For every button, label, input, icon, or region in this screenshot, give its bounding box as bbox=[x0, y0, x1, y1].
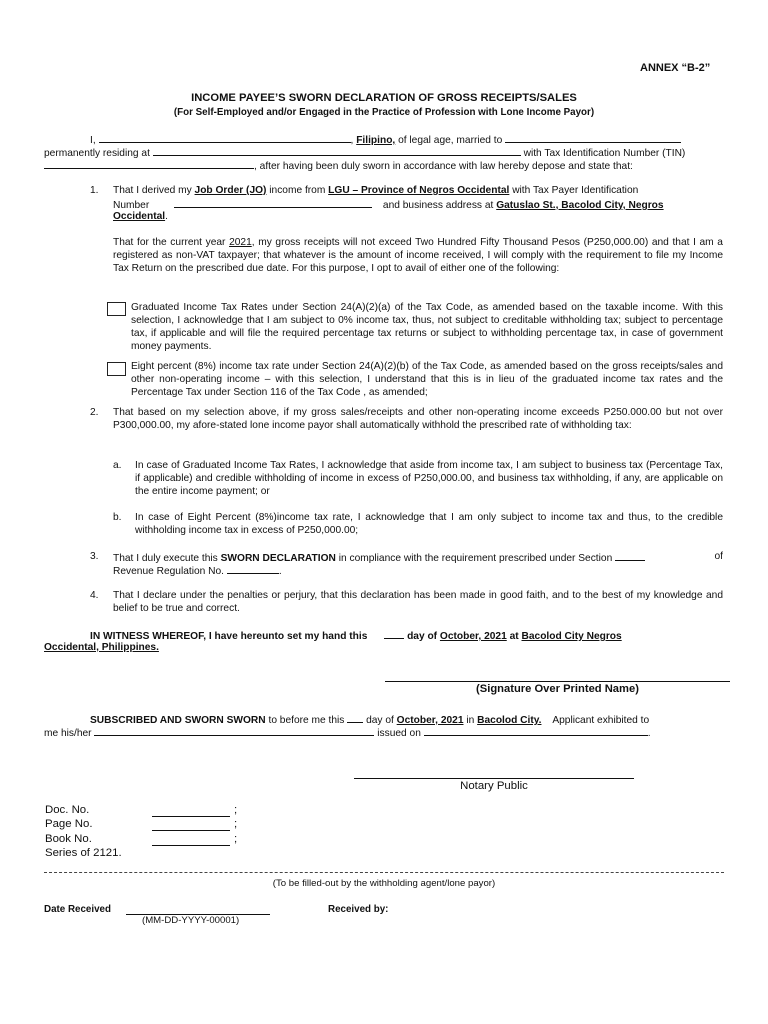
series-label: Series of 2121. bbox=[45, 847, 122, 859]
signature-line[interactable] bbox=[385, 681, 730, 682]
name-blank[interactable] bbox=[99, 132, 351, 143]
item-3-sworn-declaration: SWORN DECLARATION bbox=[220, 553, 336, 564]
date-format-hint: (MM-DD-YYYY-00001) bbox=[142, 915, 240, 926]
doc-no-semicolon: ; bbox=[234, 804, 238, 816]
document-title: INCOME PAYEE’S SWORN DECLARATION OF GROSS RECEIPTS/SALES bbox=[191, 92, 577, 104]
intro-line-1: I, , Filipino, of legal age, married to bbox=[90, 132, 730, 147]
subscribed-text-b: Applicant exhibited to bbox=[552, 715, 650, 726]
item-1-period: . bbox=[165, 211, 168, 222]
spouse-blank[interactable] bbox=[505, 132, 681, 143]
annex-label: ANNEX “B-2” bbox=[640, 62, 711, 74]
section-blank[interactable] bbox=[615, 550, 645, 561]
intro-sworn: , after having been duly sworn in accordance with law hereby depose and state that: bbox=[254, 161, 633, 172]
subscribed-issued-on: issued on bbox=[377, 728, 421, 739]
subscribed-end: . bbox=[647, 728, 651, 739]
page-no-blank[interactable] bbox=[152, 830, 230, 831]
option-graduated-checkbox[interactable] bbox=[107, 302, 126, 316]
option-graduated-text: Graduated Income Tax Rates under Section 24(A)(2)(a) of the Tax Code, as amended based on the taxable income. With this selection, I acknowledge that I am subject to 0% income tax, thus, not subject to creditable withholding tax; subject to percentage tax, if applicable and will file the required percentage tax returns or subject to withholding percentage tax, in case of government money payments. bbox=[131, 302, 723, 352]
item-3-line-2 bbox=[113, 563, 723, 578]
year-value: 2021 bbox=[229, 237, 252, 248]
current-year-paragraph bbox=[113, 236, 723, 275]
intro-residing: permanently residing at bbox=[44, 148, 150, 159]
witness-at: at bbox=[509, 631, 519, 642]
item-1-text-d: and business address at bbox=[382, 200, 494, 211]
notary-label: Notary Public bbox=[460, 780, 528, 792]
notary-signature-line[interactable] bbox=[354, 778, 634, 779]
intro-i: I, bbox=[90, 135, 96, 146]
tin-blank[interactable] bbox=[44, 158, 254, 169]
signature-label: (Signature Over Printed Name) bbox=[476, 683, 639, 695]
intro-filipino: Filipino, bbox=[356, 135, 396, 146]
item-1-job-order: Job Order (JO) bbox=[194, 185, 267, 196]
year-text-b: , my gross receipts will not exceed Two Hundred Fifty Thousand Pesos (P250,000.00) and that I am a registered as non-VAT taxpayer; that whatever is the amount of income received, I will comply with the requirement to file my Income Tax Return on the prescribed due date. For this purpose, I opt to avail of either one of the following: bbox=[113, 237, 723, 274]
item-4-number: 4. bbox=[90, 590, 99, 601]
taxpayer-id-blank[interactable] bbox=[174, 197, 372, 208]
option-eight-percent-text: Eight percent (8%) income tax rate under Section 24(A)(2)(b) of the Tax Code, as amended based on the gross receipts/sales and other non-operating income – with this selection, I understand that this is in lieu of the graduated income tax rates and the Percentage Tax under Section 116 of the Tax Code , as amended; bbox=[131, 361, 723, 398]
subscribed-text-a: to before me this bbox=[268, 715, 345, 726]
page-no-semicolon: ; bbox=[234, 818, 238, 830]
item-1-lgu: LGU – Province of Negros Occidental bbox=[328, 185, 510, 196]
item-3-text-b: in compliance with the requirement prescribed under Section bbox=[338, 553, 613, 564]
witness-place-2: Occidental, Philippines. bbox=[44, 642, 159, 653]
witness-date: October, 2021 bbox=[439, 631, 507, 642]
book-no-label: Book No. bbox=[45, 833, 92, 845]
item-2-text: That based on my selection above, if my gross sales/receipts and other non-operating income exceeds P250.000.00 but not over P300,000.00, my afore-stated lone income payor shall automatically withhold the prescribed rate of withholding tax: bbox=[113, 407, 723, 431]
item-1-line-3 bbox=[113, 210, 723, 223]
subscribed-text-c: me his/her bbox=[44, 728, 92, 739]
doc-no-blank[interactable] bbox=[152, 816, 230, 817]
item-1-text-b: income from bbox=[269, 185, 326, 196]
item-3-text-a: That I duly execute this bbox=[113, 553, 218, 564]
subscribed-date: October, 2021 bbox=[396, 715, 464, 726]
date-received-label: Date Received bbox=[44, 904, 111, 915]
subscribed-in: in bbox=[466, 715, 475, 726]
item-3-period: . bbox=[278, 566, 282, 577]
item-1-number: 1. bbox=[90, 185, 99, 196]
item-3-number: 3. bbox=[90, 551, 99, 562]
subscribed-line-2 bbox=[44, 725, 724, 740]
year-text-a: That for the current year bbox=[113, 237, 226, 248]
intro-legal-age: of legal age, married to bbox=[398, 135, 503, 146]
doc-no-label: Doc. No. bbox=[45, 804, 90, 816]
item-2b-text: In case of Eight Percent (8%)income tax rate, I acknowledge that I am only subject to income tax and thus, to the credible withholding income tax in excess of P250,000.00; bbox=[135, 512, 723, 536]
item-1-address-1: Gatuslao St., Bacolod City, Negros bbox=[496, 200, 664, 211]
page-no-label: Page No. bbox=[45, 818, 93, 830]
witness-day-blank[interactable] bbox=[384, 628, 404, 639]
witness-text: IN WITNESS WHEREOF, I have hereunto set my hand this bbox=[90, 631, 368, 642]
subscribed-day-blank[interactable] bbox=[347, 712, 363, 723]
item-2b-label: b. bbox=[113, 512, 122, 523]
item-1-address-2: Occidental bbox=[113, 211, 166, 222]
item-3-of: of bbox=[714, 551, 723, 562]
witness-line-1 bbox=[90, 628, 723, 643]
revenue-regulation-blank[interactable] bbox=[227, 563, 279, 574]
item-2-number: 2. bbox=[90, 407, 99, 418]
agent-note: (To be filled-out by the withholding agent/lone payor) bbox=[272, 878, 496, 889]
intro-tin: with Tax Identification Number (TIN) bbox=[523, 148, 686, 159]
subscribed-place: Bacolod City. bbox=[477, 715, 542, 726]
subscribed-bold: SUBSCRIBED AND SWORN SWORN bbox=[90, 715, 266, 726]
witness-place-1: Bacolod City Negros bbox=[521, 631, 622, 642]
witness-day-of: day of bbox=[407, 631, 438, 642]
item-1-text-a: That I derived my bbox=[113, 185, 192, 196]
option-eight-percent-checkbox[interactable] bbox=[107, 362, 126, 376]
item-4-text: That I declare under the penalties or perjury, that this declaration has been made in good faith, and to the best of my knowledge and belief to be true and correct. bbox=[113, 590, 723, 614]
subscribed-day-of: day of bbox=[366, 715, 394, 726]
address-blank[interactable] bbox=[153, 145, 521, 156]
item-2a-label: a. bbox=[113, 460, 122, 471]
issued-on-blank[interactable] bbox=[424, 725, 648, 736]
book-no-blank[interactable] bbox=[152, 845, 230, 846]
item-1-line-1 bbox=[113, 184, 723, 197]
item-2a-text: In case of Graduated Income Tax Rates, I acknowledge that aside from income tax, I am subject to business tax (Percentage Tax, if applicable) and credible withholding of income in excess of P250,000.00, and business tax withholding, if any, are applicable on the entire income payment; or bbox=[135, 460, 723, 497]
item-3-revenue-regulation: Revenue Regulation No. bbox=[113, 566, 225, 577]
intro-line-3 bbox=[44, 158, 734, 173]
separator-line bbox=[44, 872, 724, 873]
item-1-number-label: Number bbox=[113, 200, 150, 211]
received-by-label: Received by: bbox=[328, 904, 389, 915]
book-no-semicolon: ; bbox=[234, 833, 238, 845]
id-blank[interactable] bbox=[94, 725, 374, 736]
document-subtitle: (For Self-Employed and/or Engaged in the Practice of Profession with Lone Income Payor) bbox=[173, 107, 595, 118]
item-1-text-c: with Tax Payer Identification bbox=[512, 185, 639, 196]
